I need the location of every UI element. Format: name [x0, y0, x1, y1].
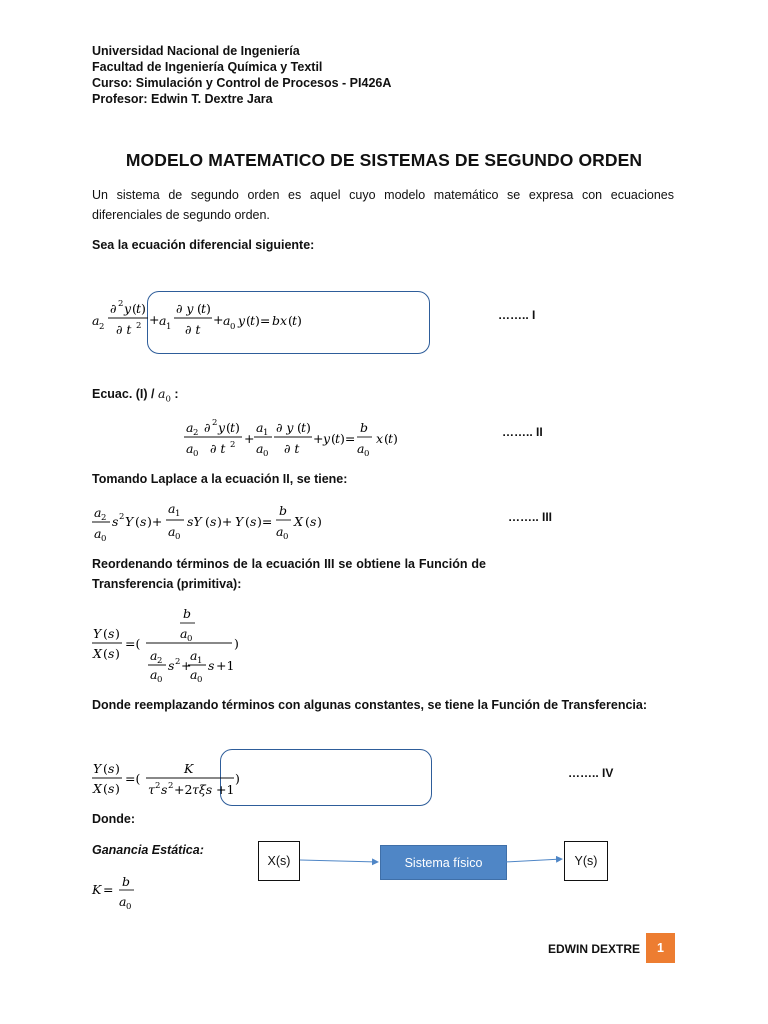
svg-text:a: a — [168, 524, 176, 539]
svg-text:K: K — [92, 882, 102, 897]
footer-author: EDWIN DEXTRE — [548, 942, 641, 956]
donde-label: Donde: — [92, 812, 136, 826]
svg-text:t: t — [230, 420, 236, 435]
svg-text:): ) — [393, 431, 398, 446]
svg-text:(: ( — [205, 514, 210, 529]
svg-text:(: ( — [331, 431, 336, 446]
svg-text:s: s — [140, 514, 147, 529]
svg-text:)+: )+ — [147, 514, 163, 529]
svg-text:2: 2 — [99, 322, 105, 332]
equation-i — [88, 296, 318, 344]
svg-text:+: + — [244, 431, 255, 446]
svg-text:): ) — [235, 771, 240, 786]
static-gain-equation — [88, 872, 148, 914]
svg-text:+: + — [181, 658, 192, 673]
header-faculty: Facultad de Ingeniería Química y Textil — [92, 60, 323, 74]
svg-text:∂ t: ∂ t — [284, 441, 300, 456]
svg-text:X: X — [93, 781, 102, 796]
svg-text:t: t — [292, 313, 298, 328]
svg-text:(: ( — [197, 301, 202, 316]
svg-text:a: a — [256, 420, 264, 435]
svg-text:∂ y: ∂ y — [276, 420, 294, 435]
svg-text:): ) — [297, 313, 302, 328]
svg-text:=(: =( — [125, 771, 141, 786]
header-university: Universidad Nacional de Ingeniería — [92, 44, 300, 58]
svg-text:+1: +1 — [216, 782, 235, 797]
svg-text:=(: =( — [125, 636, 141, 651]
svg-text:a: a — [190, 667, 198, 682]
output-label: Y(s) — [574, 854, 598, 868]
output-block — [564, 841, 608, 881]
page-title: MODELO MATEMATICO DE SISTEMAS DE SEGUNDO ORDEN — [125, 150, 643, 170]
svg-text:a: a — [186, 441, 194, 456]
svg-text:(: ( — [305, 514, 310, 529]
svg-text:y: y — [124, 301, 132, 316]
svg-text:x: x — [376, 431, 384, 446]
svg-text:a: a — [276, 524, 284, 539]
reorden-text: Reordenando términos de la ecuación III se obtiene la Función de Transferencia (primitiva): — [92, 557, 486, 591]
equation-iii — [88, 500, 338, 546]
svg-text:2: 2 — [175, 657, 181, 667]
svg-text:0: 0 — [283, 532, 289, 542]
svg-text:(: ( — [226, 420, 231, 435]
svg-text:a: a — [180, 626, 188, 641]
svg-text:+2: +2 — [174, 782, 193, 797]
svg-text:0: 0 — [263, 449, 269, 459]
svg-text:τξs: τξs — [192, 782, 213, 797]
page-number: 1 — [657, 941, 664, 955]
svg-text:(: ( — [103, 761, 108, 776]
svg-text:a: a — [119, 894, 127, 909]
svg-text:y: y — [323, 431, 331, 446]
svg-text:(: ( — [103, 781, 108, 796]
svg-text:t: t — [136, 301, 142, 316]
svg-text:1: 1 — [175, 509, 181, 519]
svg-text:y: y — [218, 420, 226, 435]
svg-text:2: 2 — [101, 513, 107, 523]
equation-iv — [88, 758, 258, 800]
svg-text:b: b — [183, 606, 192, 621]
svg-text:0: 0 — [157, 675, 163, 684]
svg-text:s: s — [168, 658, 175, 673]
svg-text:a: a — [223, 313, 231, 328]
svg-text:a: a — [357, 441, 365, 456]
svg-text:): ) — [235, 420, 240, 435]
arrow-system-to-output — [505, 859, 562, 862]
input-label: X(s) — [267, 854, 291, 868]
sea-text: Sea la ecuación diferencial siguiente: — [92, 238, 315, 252]
svg-text:2: 2 — [118, 299, 124, 309]
donde-reemplazando-text: Donde reemplazando términos con algunas constantes, se tiene la Función de Transferencia: — [92, 698, 647, 712]
svg-text:2: 2 — [119, 512, 125, 522]
ganancia-label: Ganancia Estática: — [92, 843, 204, 857]
ecuac-label — [92, 386, 179, 405]
input-block — [258, 841, 300, 881]
svg-text:t: t — [250, 313, 256, 328]
page-number-badge — [646, 933, 675, 963]
equation-iii-tag: …….. III — [508, 510, 553, 524]
svg-text:0: 0 — [197, 675, 203, 684]
ecuac-colon: : — [170, 387, 179, 401]
svg-text:)=: )= — [257, 514, 273, 529]
svg-text:): ) — [234, 636, 239, 651]
svg-text:a: a — [92, 313, 100, 328]
svg-text:a: a — [94, 505, 102, 520]
svg-text:s: s — [250, 514, 257, 529]
svg-text:2: 2 — [193, 428, 199, 438]
svg-text:t: t — [388, 431, 394, 446]
ecuac-label-text: Ecuac. (I) / — [92, 387, 158, 401]
svg-text:0: 0 — [175, 532, 181, 542]
svg-text:)=: )= — [255, 313, 271, 328]
svg-text:bx: bx — [272, 313, 288, 328]
a0-symbol: $a_0$ — [158, 386, 171, 405]
svg-text:2: 2 — [230, 440, 236, 450]
svg-text:∂: ∂ — [204, 420, 211, 435]
svg-text:s: s — [108, 761, 115, 776]
svg-text:0: 0 — [101, 534, 107, 544]
svg-text:sY: sY — [187, 514, 202, 529]
svg-text:a: a — [186, 420, 194, 435]
svg-text:0: 0 — [364, 449, 370, 459]
svg-text:): ) — [115, 646, 120, 661]
svg-text:)=: )= — [340, 431, 356, 446]
svg-text:s: s — [208, 658, 215, 673]
header-professor: Profesor: Edwin T. Dextre Jara — [92, 92, 273, 106]
svg-text:(: ( — [297, 420, 302, 435]
svg-text:Y: Y — [93, 761, 102, 776]
intro-paragraph: Un sistema de segundo orden es aquel cuyo modelo matemático se expresa con ecuaciones diferenciales de segundo orden. — [92, 188, 674, 222]
svg-text:+: + — [149, 312, 160, 327]
svg-text:(: ( — [246, 313, 251, 328]
svg-text:(: ( — [135, 514, 140, 529]
svg-text:+: + — [213, 312, 224, 327]
equation-ii-tag: …….. II — [502, 425, 543, 439]
svg-text:2: 2 — [212, 418, 218, 428]
svg-text:t: t — [301, 420, 307, 435]
svg-text:Y: Y — [125, 514, 134, 529]
svg-text:2: 2 — [157, 656, 163, 666]
arrow-input-to-system — [300, 860, 378, 862]
svg-text:Y: Y — [235, 514, 244, 529]
svg-text:s: s — [161, 782, 168, 797]
svg-text:b: b — [122, 874, 131, 889]
svg-text:0: 0 — [193, 449, 199, 459]
svg-text:2: 2 — [136, 321, 142, 331]
svg-text:t: t — [335, 431, 341, 446]
svg-text:K: K — [184, 761, 194, 776]
svg-text:X: X — [93, 646, 102, 661]
svg-text:s: s — [108, 781, 115, 796]
transfer-function-primitive — [88, 604, 258, 684]
equation-ii — [180, 415, 410, 461]
svg-text:(: ( — [245, 514, 250, 529]
equation-iv-tag: …….. IV — [568, 766, 614, 780]
svg-text:(: ( — [103, 626, 108, 641]
svg-text:(: ( — [288, 313, 293, 328]
svg-text:): ) — [115, 626, 120, 641]
svg-text:∂ y: ∂ y — [176, 301, 194, 316]
svg-text:∂: ∂ — [110, 301, 117, 316]
svg-text:τ: τ — [148, 782, 155, 797]
svg-text:s: s — [210, 514, 217, 529]
equation-i-tag: …….. I — [498, 308, 536, 322]
svg-text:+: + — [313, 431, 324, 446]
svg-text:s: s — [108, 626, 115, 641]
svg-text:∂ t: ∂ t — [185, 322, 201, 337]
svg-text:Y: Y — [93, 626, 102, 641]
svg-text:): ) — [206, 301, 211, 316]
svg-text:y: y — [238, 313, 246, 328]
svg-text:a: a — [150, 648, 158, 663]
svg-text:b: b — [279, 503, 288, 518]
svg-text:): ) — [115, 781, 120, 796]
svg-text:1: 1 — [263, 428, 269, 438]
svg-text:): ) — [306, 420, 311, 435]
svg-text:0: 0 — [126, 902, 132, 912]
svg-text:0: 0 — [230, 322, 236, 332]
svg-text:a: a — [256, 441, 264, 456]
svg-text:2: 2 — [168, 781, 174, 791]
svg-text:X: X — [294, 514, 303, 529]
svg-text:=: = — [103, 882, 114, 897]
svg-text:s: s — [310, 514, 317, 529]
svg-text:∂ t: ∂ t — [210, 441, 226, 456]
svg-text:a: a — [94, 526, 102, 541]
header-course: Curso: Simulación y Control de Procesos - PI426A — [92, 76, 392, 90]
svg-text:a: a — [159, 313, 167, 328]
svg-text:): ) — [317, 514, 322, 529]
svg-text:(: ( — [132, 301, 137, 316]
svg-text:(: ( — [103, 646, 108, 661]
svg-text:): ) — [115, 761, 120, 776]
laplace-text: Tomando Laplace a la ecuación II, se tiene: — [92, 472, 348, 486]
svg-text:a: a — [190, 648, 198, 663]
svg-text:+1: +1 — [216, 658, 235, 673]
svg-text:s: s — [108, 646, 115, 661]
svg-text:a: a — [150, 667, 158, 682]
svg-text:(: ( — [384, 431, 389, 446]
system-label: Sistema físico — [404, 855, 483, 870]
svg-text:1: 1 — [197, 656, 203, 666]
svg-text:)+: )+ — [217, 514, 233, 529]
svg-text:2: 2 — [155, 781, 161, 791]
svg-text:s: s — [112, 514, 119, 529]
svg-text:1: 1 — [166, 322, 172, 332]
svg-text:t: t — [201, 301, 207, 316]
svg-text:): ) — [141, 301, 146, 316]
diagram-arrows — [298, 852, 568, 868]
svg-text:a: a — [168, 501, 176, 516]
svg-text:∂ t: ∂ t — [116, 322, 132, 337]
svg-text:0: 0 — [187, 634, 193, 644]
svg-text:b: b — [360, 420, 369, 435]
